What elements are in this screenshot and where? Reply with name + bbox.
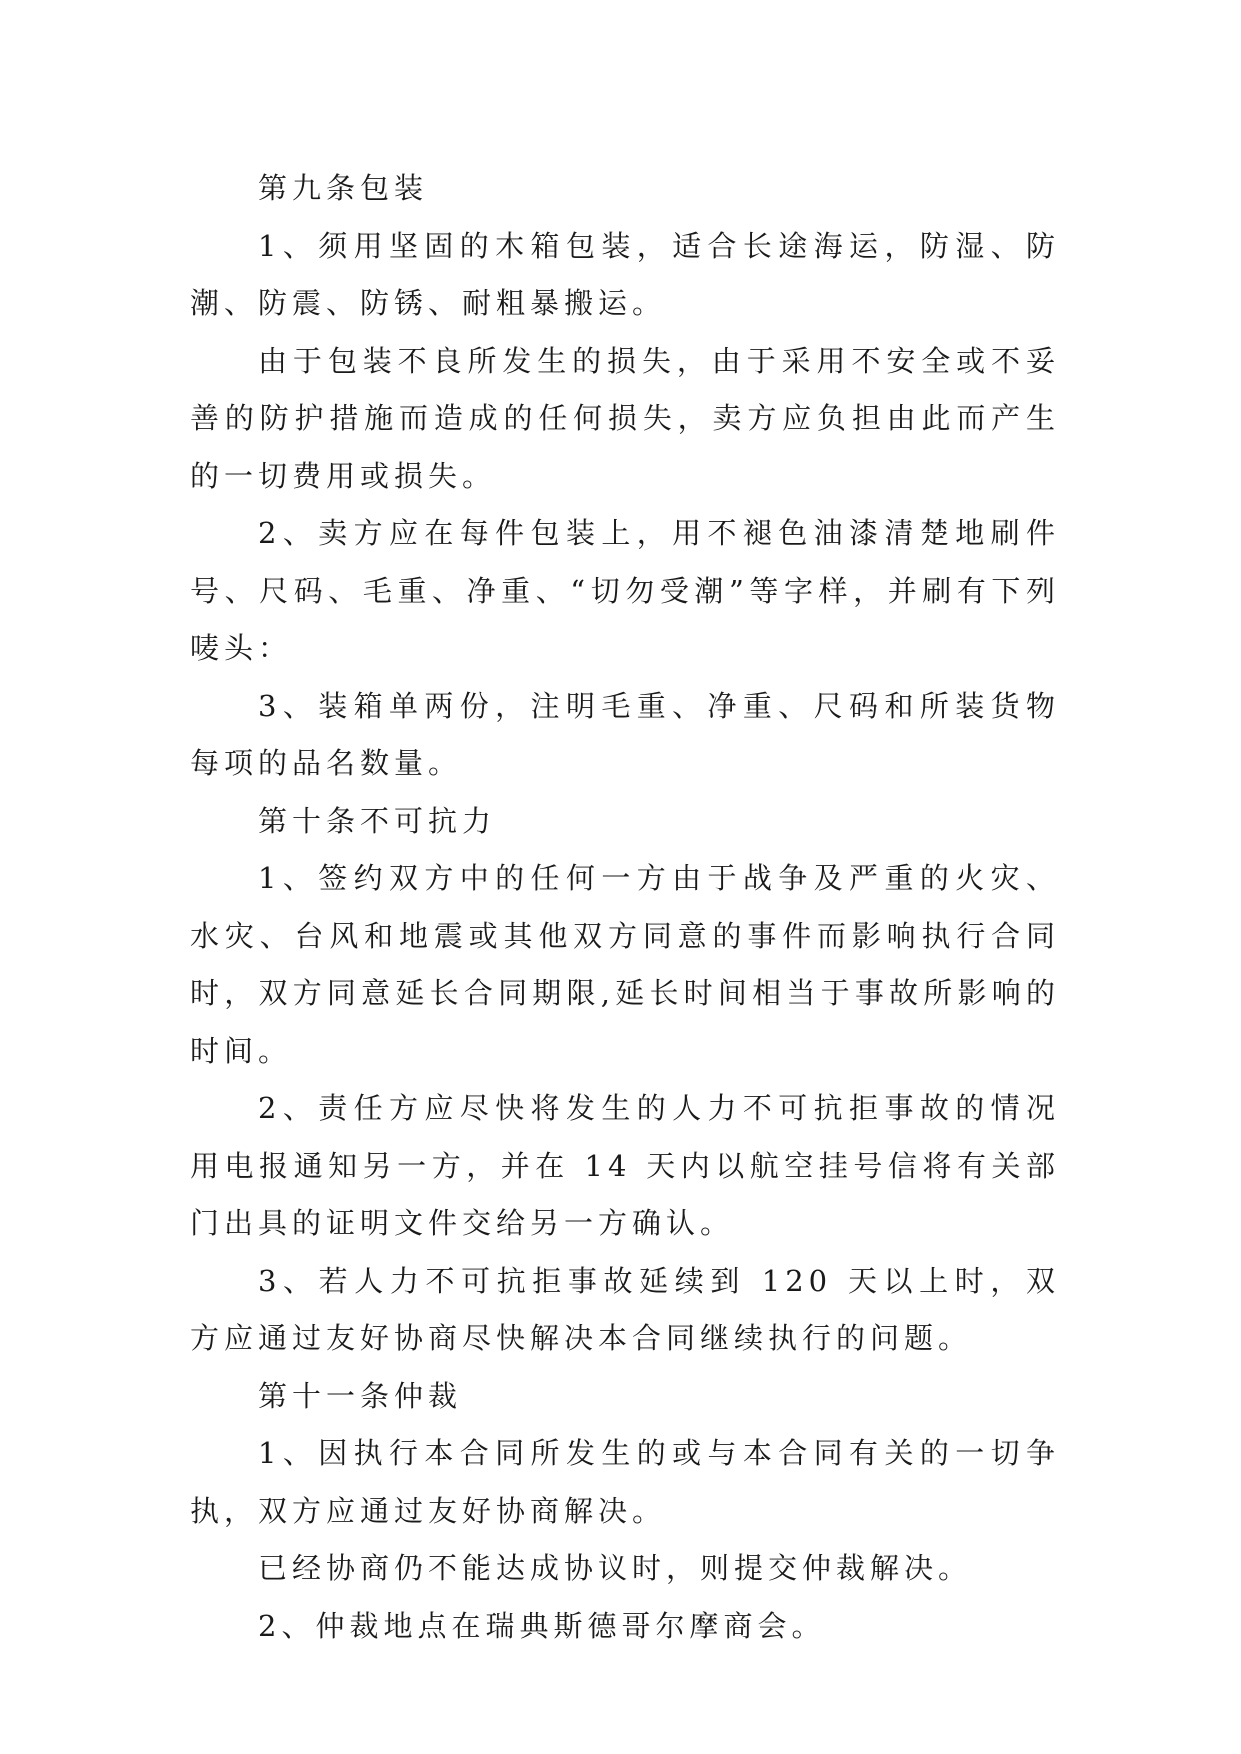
clause-force-majeure-3: 3、若人力不可抗拒事故延续到 120 天以上时，双方应通过友好协商尽快解决本合同继续执行的问题。: [190, 1263, 1060, 1355]
clause-packing-3: 3、装箱单两份，注明毛重、净重、尺码和所装货物每项的品名数量。: [190, 688, 1060, 780]
clause-packing-2: 2、卖方应在每件包装上，用不褪色油漆清楚地刷件号、尺码、毛重、净重、“切勿受潮”等字样，并刷有下列唛头：: [190, 516, 1060, 665]
section-heading-arbitration: 第十一条仲裁: [258, 1378, 463, 1413]
clause-arbitration-2: 2、仲裁地点在瑞典斯德哥尔摩商会。: [258, 1608, 826, 1643]
clause-arbitration-negotiation: 已经协商仍不能达成协议时，则提交仲裁解决。: [258, 1551, 973, 1585]
clause-force-majeure-1: 1、签约双方中的任何一方由于战争及严重的火灾、水灾、台风和地震或其他双方同意的事件而影响执行合同时，双方同意延长合同期限,延长时间相当于事故所影响的时间。: [190, 861, 1060, 1068]
clause-packing-loss: 由于包装不良所发生的损失，由于采用不安全或不妥善的防护措施而造成的任何损失，卖方应负担由此而产生的一切费用或损失。: [190, 343, 1060, 493]
clause-force-majeure-2: 2、责任方应尽快将发生的人力不可抗拒事故的情况用电报通知另一方，并在 14 天内以航空挂号信将有关部门出具的证明文件交给另一方确认。: [190, 1091, 1060, 1240]
clause-arbitration-1: 1、因执行本合同所发生的或与本合同有关的一切争执，双方应通过友好协商解决。: [190, 1436, 1060, 1528]
section-heading-packing: 第九条包装: [258, 171, 429, 205]
clause-packing-1: 1、须用坚固的木箱包装，适合长途海运，防湿、防潮、防震、防锈、耐粗暴搬运。: [190, 228, 1060, 320]
document-body: [190, 160, 1060, 1655]
section-heading-force-majeure: 第十条不可抗力: [258, 803, 497, 838]
